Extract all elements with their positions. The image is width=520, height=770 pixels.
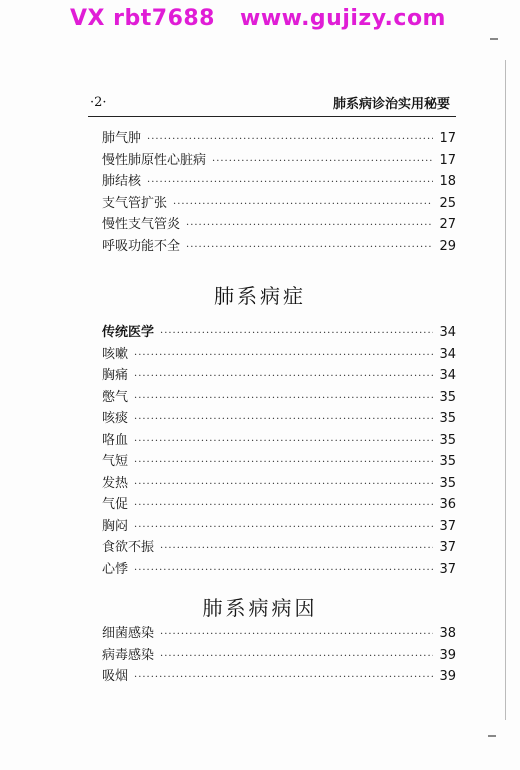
toc-entry[interactable]: [102, 171, 456, 193]
leader-dots: [160, 323, 433, 345]
toc-entry[interactable]: [102, 387, 456, 409]
toc-entry-title: 肺结核: [102, 174, 142, 189]
page-header: [90, 93, 450, 113]
toc-entry-page: 37: [439, 561, 456, 577]
toc-entry-title: 发热: [102, 475, 129, 491]
toc-entry-page: 34: [439, 325, 456, 340]
watermark-text-url: www.gujizy.com: [240, 6, 446, 31]
toc-entry[interactable]: [102, 559, 456, 581]
toc-entry-page: 35: [439, 475, 456, 491]
toc-entry[interactable]: [102, 623, 456, 645]
toc-entry[interactable]: [102, 473, 456, 495]
toc-entry-page: 25: [439, 195, 456, 211]
toc-entry-page: 34: [439, 346, 456, 362]
toc-entry-page: 39: [439, 669, 456, 684]
leader-dots: [160, 646, 433, 668]
toc-entry[interactable]: [102, 666, 456, 688]
toc-entry-title: 呼吸功能不全: [102, 238, 181, 254]
toc-entry-page: 36: [439, 497, 456, 512]
leader-dots: [134, 495, 433, 517]
toc-entry-title: 胸痛: [102, 368, 129, 383]
toc-entry-title: 细菌感染: [102, 626, 155, 641]
leader-dots: [134, 388, 433, 410]
toc-entry-page: 18: [439, 174, 456, 189]
leader-dots: [147, 172, 433, 194]
leader-dots: [134, 409, 433, 431]
scan-edge-line: [505, 60, 506, 720]
toc-entry-page: 37: [439, 540, 456, 555]
leader-dots: [147, 129, 433, 151]
toc-entry[interactable]: [102, 150, 456, 172]
toc-entry-title: 气促: [102, 497, 129, 512]
running-title: 肺系病诊治实用秘要: [332, 97, 450, 112]
leader-dots: [134, 345, 433, 367]
toc-entry-title: 咯血: [102, 432, 129, 448]
toc-entry-title: 咳痰: [102, 411, 129, 426]
toc-entry[interactable]: [102, 516, 456, 538]
toc-entry-title: 气短: [102, 454, 129, 469]
toc-entry-title: 传统医学: [102, 325, 155, 340]
leader-dots: [160, 538, 433, 560]
toc-entry-title: 支气管扩张: [102, 195, 168, 211]
toc-entry-page: 39: [439, 647, 456, 663]
leader-dots: [212, 151, 433, 173]
toc-entry[interactable]: [102, 451, 456, 473]
toc-entry-page: 17: [439, 131, 456, 146]
toc-entry-title: 肺气肿: [102, 131, 142, 146]
leader-dots: [134, 366, 433, 388]
toc-entry-page: 35: [439, 389, 456, 405]
leader-dots: [160, 624, 433, 646]
toc-entry-page: 34: [439, 368, 456, 383]
leader-dots: [134, 431, 433, 453]
toc-entry-title: 慢性支气管炎: [102, 217, 181, 232]
toc-entry-page: 27: [439, 217, 456, 232]
toc-entry-title: 慢性肺原性心脏病: [102, 152, 207, 168]
toc-entry[interactable]: [102, 494, 456, 516]
toc-entry-page: 35: [439, 411, 456, 426]
toc-entry-page: 37: [439, 518, 456, 534]
toc-section-2: [102, 322, 456, 580]
toc-entry[interactable]: [102, 236, 456, 258]
toc-entry[interactable]: [102, 128, 456, 150]
leader-dots: [134, 517, 433, 539]
leader-dots: [173, 194, 433, 216]
section-heading: 肺系病病因: [202, 596, 318, 620]
toc-entry-title: 心悸: [102, 561, 129, 577]
toc-entry[interactable]: [102, 645, 456, 667]
toc-entry[interactable]: [102, 408, 456, 430]
toc-entry-title: 咳嗽: [102, 346, 129, 362]
page-number: ·2·: [90, 95, 107, 110]
toc-entry[interactable]: [102, 322, 456, 344]
toc-section-3: [102, 623, 456, 688]
watermark-text-wechat: VX rbt7688: [70, 6, 215, 31]
toc-entry[interactable]: [102, 430, 456, 452]
toc-entry-page: 38: [439, 626, 456, 641]
toc-entry-title: 吸烟: [102, 669, 129, 684]
toc-entry-title: 食欲不振: [102, 540, 155, 555]
leader-dots: [134, 474, 433, 496]
toc-entry[interactable]: [102, 344, 456, 366]
toc-entry-page: 17: [439, 152, 456, 168]
leader-dots: [134, 452, 433, 474]
toc-entry-page: 35: [439, 454, 456, 469]
toc-section-1: [102, 128, 456, 257]
toc-entry[interactable]: [102, 193, 456, 215]
toc-entry-page: 29: [439, 238, 456, 254]
scan-mark: [488, 735, 496, 737]
toc-entry-title: 憋气: [102, 389, 129, 405]
toc-entry[interactable]: [102, 365, 456, 387]
section-heading: 肺系病症: [214, 284, 306, 308]
scan-mark: [490, 38, 498, 40]
leader-dots: [134, 560, 433, 582]
watermark: [0, 6, 520, 36]
leader-dots: [186, 215, 433, 237]
header-rule: [88, 116, 456, 117]
toc-entry-title: 胸闷: [102, 518, 129, 534]
toc-entry-page: 35: [439, 432, 456, 448]
toc-entry[interactable]: [102, 214, 456, 236]
toc-entry-title: 病毒感染: [102, 647, 155, 663]
toc-entry[interactable]: [102, 537, 456, 559]
leader-dots: [134, 667, 433, 689]
leader-dots: [186, 237, 433, 259]
